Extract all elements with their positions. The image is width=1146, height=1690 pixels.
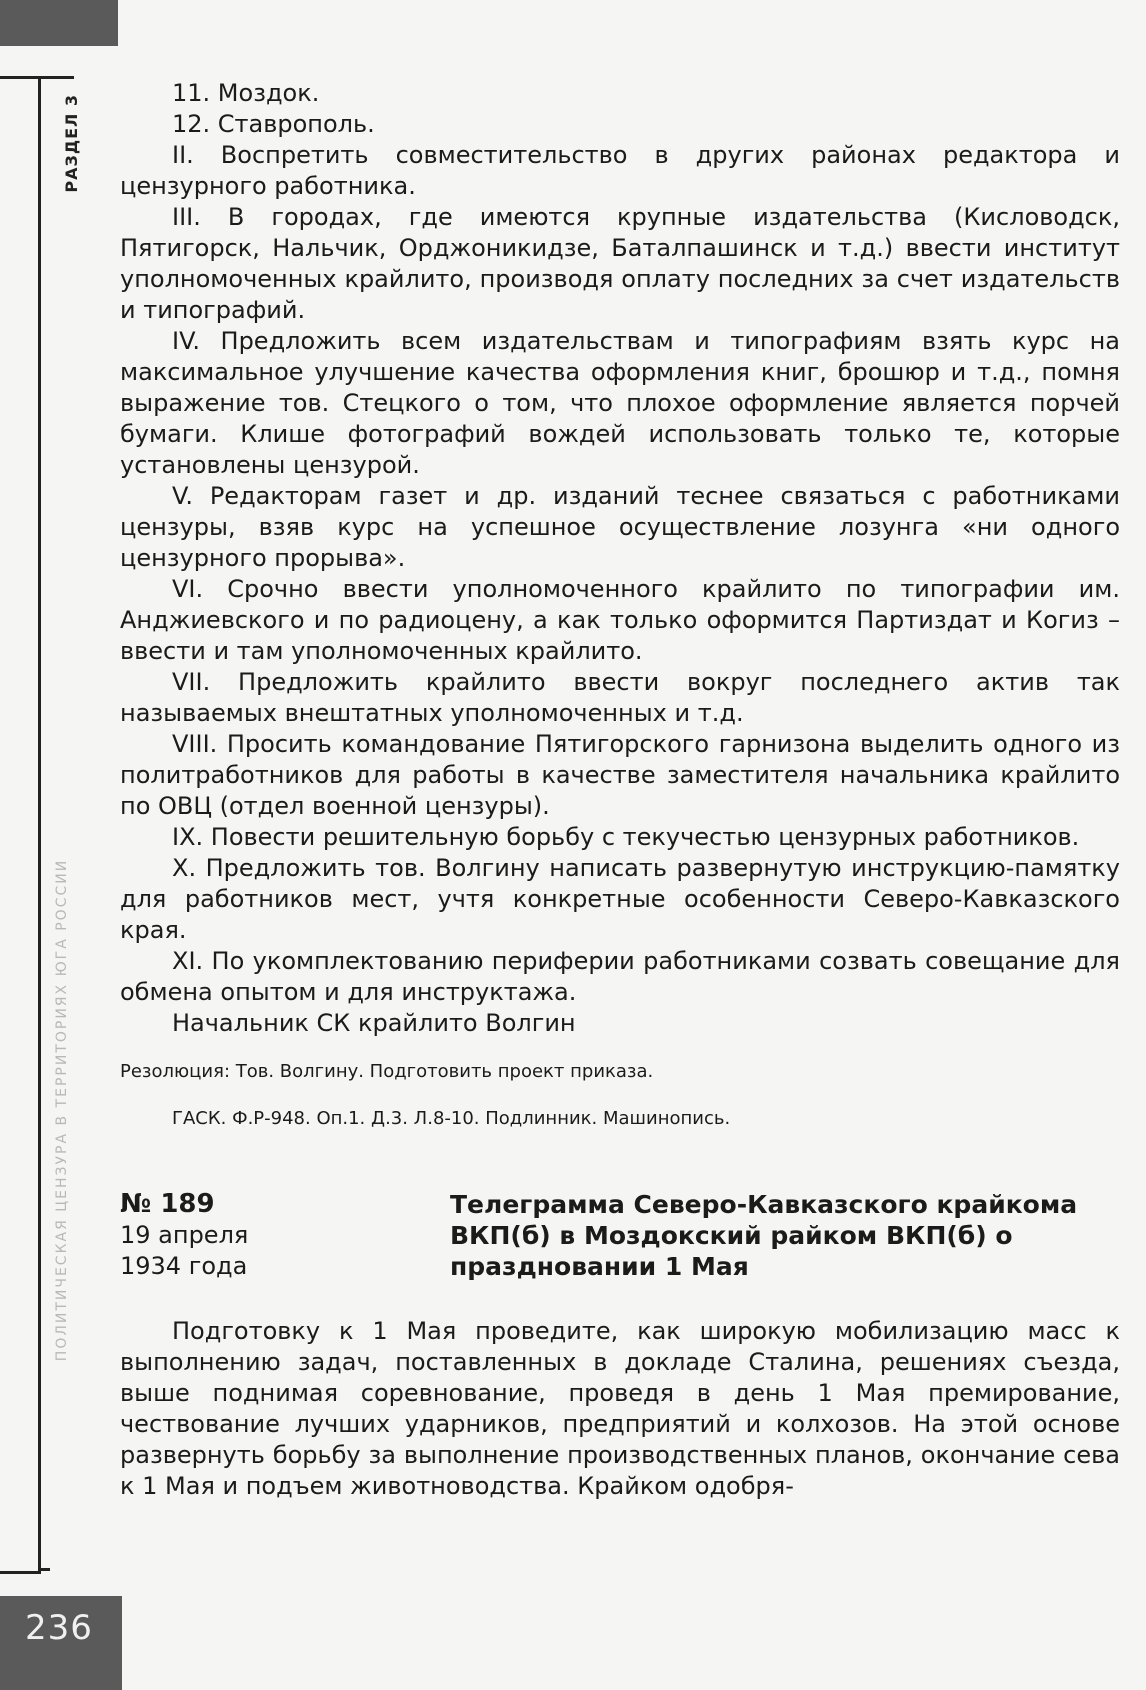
margin-frame-top — [38, 76, 74, 79]
section-label: РАЗДЕЛ 3 — [62, 94, 81, 193]
paragraph: IV. Предложить всем издательствам и типографиям взять курс на максимальное улучшение качества оформления книг, брошюр и т.д., помня выражение тов. Стецкого о том, что плохое оформление является порчей бумаги. Клише фотографий вождей использовать только те, которые установлены цензурой. — [120, 327, 1120, 479]
paragraph: IX. Повести решительную борьбу с текучестью цензурных работников. — [172, 823, 1080, 851]
document-body: Подготовку к 1 Мая проведите, как широкую мобилизацию масс к выполнению задач, поставленных в докладе Сталина, решениях съезда, выше поднимая соревнование, проведя в день 1 Мая премирование, чествование лучших ударников, предприятий и колхозов. На этой основе развернуть борьбу за выполнение производственных планов, окончание сева к 1 Мая и подъем животноводства. Крайком одобря- — [120, 1317, 1120, 1500]
signature: Начальник СК крайлито Волгин — [172, 1009, 576, 1037]
paragraph: X. Предложить тов. Волгину написать развернутую инструкцию-памятку для работников мест, учтя конкретные особенности Северо-Кавказского края. — [120, 854, 1120, 944]
paragraph: VIII. Просить командование Пятигорского гарнизона выделить одного из политработников для работы в качестве заместителя начальника крайлито по ОВЦ (отдел военной цензуры). — [120, 730, 1120, 820]
paragraph: VI. Срочно ввести уполномоченного крайлито по типографии им. Анджиевского и по радиоцену, а как только оформится Партиздат и Когиз – ввести и там уполномоченных крайлито. — [120, 575, 1120, 665]
margin-frame — [0, 76, 41, 1574]
archive-source: ГАСК. Ф.Р-948. Оп.1. Д.3. Л.8-10. Подлинник. Машинопись. — [172, 1108, 731, 1129]
document-date-day: 19 апреля — [120, 1221, 249, 1249]
document-date-year: 1934 года — [120, 1252, 248, 1280]
document-number: № 189 — [120, 1189, 215, 1219]
paragraph: II. Воспретить совместительство в других районах редактора и цензурного работника. — [120, 141, 1120, 200]
paragraph: XI. По укомплектованию периферии работниками созвать совещание для обмена опытом и для инструктажа. — [120, 947, 1120, 1006]
page-content — [120, 78, 1120, 1502]
side-running-title: ПОЛИТИЧЕСКАЯ ЦЕНЗУРА В ТЕРРИТОРИЯХ ЮГА РОССИИ — [54, 858, 70, 1362]
document-header — [120, 1189, 1120, 1282]
paragraph: V. Редакторам газет и др. изданий теснее связаться с работниками цензуры, взяв курс на успешное осуществление лозунга «ни одного цензурного прорыва». — [120, 482, 1120, 572]
corner-block-top — [0, 0, 118, 46]
page-number: 236 — [25, 1608, 93, 1648]
paragraph: III. В городах, где имеются крупные издательства (Кисловодск, Пятигорск, Нальчик, Орджоникидзе, Баталпашинск и т.д.) ввести институт уполномоченных крайлито, производя оплату последних за счет издательств и типографий. — [120, 203, 1120, 324]
margin-frame-bottom — [38, 1568, 50, 1571]
document-meta — [120, 1189, 450, 1282]
list-item: 11. Моздок. — [172, 79, 320, 107]
document-title: Телеграмма Северо-Кавказского крайкома ВКП(б) в Моздокский райком ВКП(б) о праздновании 1 Мая — [450, 1190, 1078, 1281]
paragraph: VII. Предложить крайлито ввести вокруг последнего актив так называемых внештатных уполномоченных и т.д. — [120, 668, 1120, 727]
list-item: 12. Ставрополь. — [172, 110, 375, 138]
resolution: Резолюция: Тов. Волгину. Подготовить проект приказа. — [120, 1061, 654, 1082]
